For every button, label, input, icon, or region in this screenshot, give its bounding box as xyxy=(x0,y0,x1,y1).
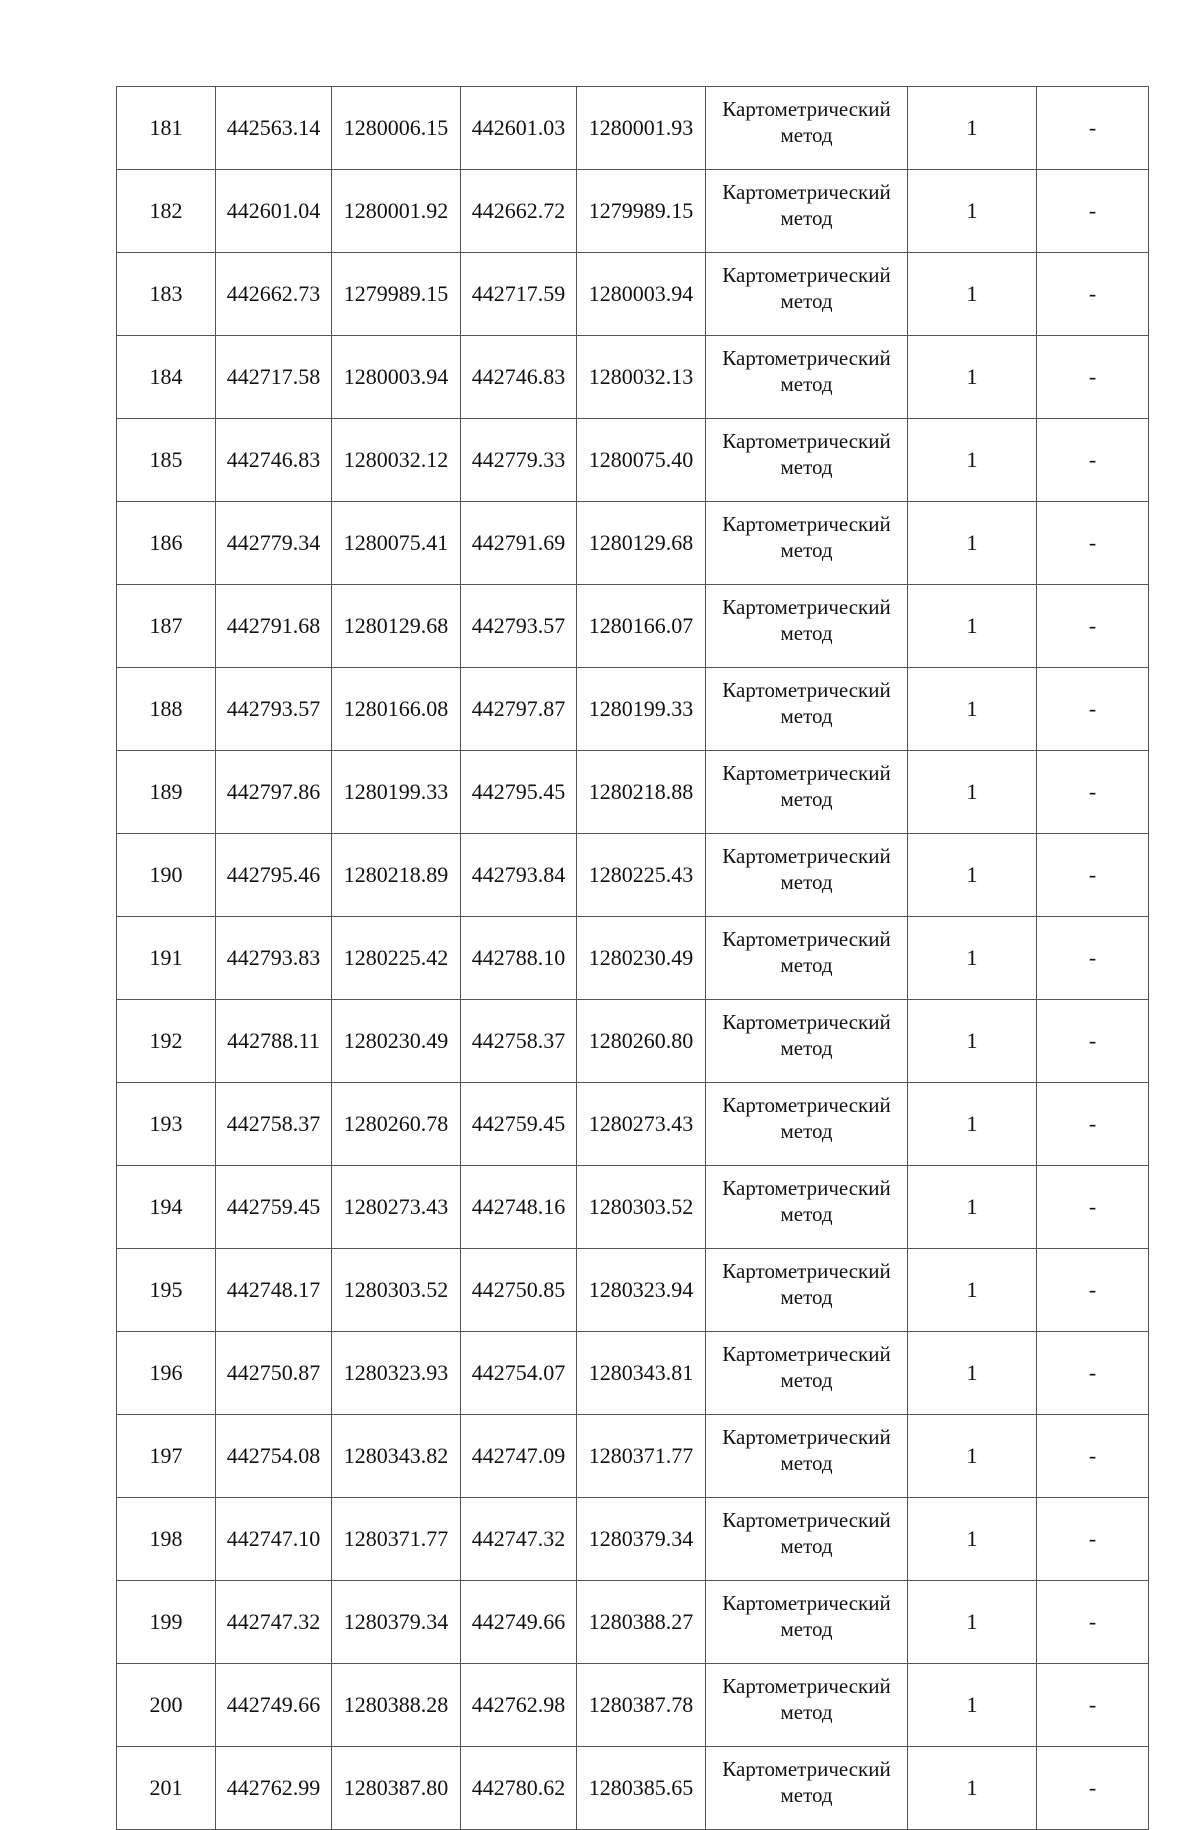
cell-precision: 1 xyxy=(908,668,1037,751)
cell-x-start: 442748.17 xyxy=(216,1249,332,1332)
cell-x-end: 442793.57 xyxy=(461,585,577,668)
cell-y-start: 1280273.43 xyxy=(332,1166,461,1249)
cell-point-number: 184 xyxy=(117,336,216,419)
method-line-2: метод xyxy=(780,455,833,479)
cell-x-start: 442563.14 xyxy=(216,87,332,170)
cell-y-start: 1280379.34 xyxy=(332,1581,461,1664)
cell-y-start: 1280388.28 xyxy=(332,1664,461,1747)
cell-point-number: 201 xyxy=(117,1747,216,1830)
cell-y-end: 1280343.81 xyxy=(577,1332,706,1415)
cell-precision: 1 xyxy=(908,1000,1037,1083)
cell-x-start: 442762.99 xyxy=(216,1747,332,1830)
cell-x-start: 442758.37 xyxy=(216,1083,332,1166)
cell-x-end: 442788.10 xyxy=(461,917,577,1000)
cell-point-number: 195 xyxy=(117,1249,216,1332)
cell-point-number: 200 xyxy=(117,1664,216,1747)
cell-note: - xyxy=(1037,1664,1149,1747)
method-line-1: Картометрический xyxy=(722,429,891,453)
method-line-2: метод xyxy=(780,123,833,147)
method-line-2: метод xyxy=(780,1119,833,1143)
cell-y-start: 1280230.49 xyxy=(332,1000,461,1083)
cell-x-start: 442662.73 xyxy=(216,253,332,336)
method-line-1: Картометрический xyxy=(722,1259,891,1283)
table-row xyxy=(117,585,1149,668)
cell-method xyxy=(706,253,908,336)
method-line-1: Картометрический xyxy=(722,1176,891,1200)
cell-y-start: 1280006.15 xyxy=(332,87,461,170)
cell-method xyxy=(706,336,908,419)
cell-y-end: 1280225.43 xyxy=(577,834,706,917)
cell-y-end: 1280003.94 xyxy=(577,253,706,336)
cell-y-end: 1280032.13 xyxy=(577,336,706,419)
cell-method xyxy=(706,834,908,917)
cell-x-start: 442717.58 xyxy=(216,336,332,419)
cell-note: - xyxy=(1037,336,1149,419)
cell-note: - xyxy=(1037,87,1149,170)
cell-precision: 1 xyxy=(908,253,1037,336)
method-line-2: метод xyxy=(780,1700,833,1724)
method-line-1: Картометрический xyxy=(722,512,891,536)
cell-precision: 1 xyxy=(908,1249,1037,1332)
method-line-1: Картометрический xyxy=(722,1093,891,1117)
cell-y-start: 1280371.77 xyxy=(332,1498,461,1581)
cell-note: - xyxy=(1037,1581,1149,1664)
method-line-2: метод xyxy=(780,372,833,396)
cell-note: - xyxy=(1037,170,1149,253)
method-line-1: Картометрический xyxy=(722,1425,891,1449)
cell-y-start: 1280129.68 xyxy=(332,585,461,668)
table-row xyxy=(117,1332,1149,1415)
table-row xyxy=(117,87,1149,170)
table-row xyxy=(117,1498,1149,1581)
cell-y-start: 1280032.12 xyxy=(332,419,461,502)
cell-x-end: 442759.45 xyxy=(461,1083,577,1166)
coordinates-table xyxy=(116,86,1149,1830)
cell-x-start: 442601.04 xyxy=(216,170,332,253)
cell-y-end: 1280379.34 xyxy=(577,1498,706,1581)
cell-y-end: 1280303.52 xyxy=(577,1166,706,1249)
cell-method xyxy=(706,751,908,834)
cell-note: - xyxy=(1037,419,1149,502)
cell-x-end: 442793.84 xyxy=(461,834,577,917)
method-line-2: метод xyxy=(780,787,833,811)
cell-point-number: 193 xyxy=(117,1083,216,1166)
cell-method xyxy=(706,668,908,751)
cell-x-end: 442747.09 xyxy=(461,1415,577,1498)
cell-method xyxy=(706,1498,908,1581)
method-line-1: Картометрический xyxy=(722,1757,891,1781)
method-line-1: Картометрический xyxy=(722,1508,891,1532)
cell-method xyxy=(706,585,908,668)
table-row xyxy=(117,1581,1149,1664)
method-line-2: метод xyxy=(780,1202,833,1226)
cell-y-start: 1280001.92 xyxy=(332,170,461,253)
cell-point-number: 181 xyxy=(117,87,216,170)
table-row xyxy=(117,1415,1149,1498)
cell-method xyxy=(706,87,908,170)
cell-method xyxy=(706,1083,908,1166)
cell-note: - xyxy=(1037,1747,1149,1830)
cell-note: - xyxy=(1037,502,1149,585)
method-line-1: Картометрический xyxy=(722,1674,891,1698)
cell-y-start: 1280260.78 xyxy=(332,1083,461,1166)
method-line-2: метод xyxy=(780,1285,833,1309)
cell-point-number: 192 xyxy=(117,1000,216,1083)
cell-method xyxy=(706,917,908,1000)
method-line-1: Картометрический xyxy=(722,180,891,204)
cell-precision: 1 xyxy=(908,1581,1037,1664)
cell-note: - xyxy=(1037,585,1149,668)
cell-point-number: 187 xyxy=(117,585,216,668)
cell-precision: 1 xyxy=(908,1083,1037,1166)
method-line-2: метод xyxy=(780,1368,833,1392)
table-row xyxy=(117,1166,1149,1249)
cell-x-end: 442797.87 xyxy=(461,668,577,751)
cell-point-number: 188 xyxy=(117,668,216,751)
cell-y-end: 1280001.93 xyxy=(577,87,706,170)
table-row xyxy=(117,917,1149,1000)
cell-method xyxy=(706,1581,908,1664)
cell-precision: 1 xyxy=(908,170,1037,253)
cell-y-start: 1280075.41 xyxy=(332,502,461,585)
method-line-2: метод xyxy=(780,1783,833,1807)
cell-y-start: 1280199.33 xyxy=(332,751,461,834)
method-line-2: метод xyxy=(780,1036,833,1060)
cell-note: - xyxy=(1037,668,1149,751)
cell-y-end: 1280075.40 xyxy=(577,419,706,502)
cell-precision: 1 xyxy=(908,917,1037,1000)
cell-point-number: 186 xyxy=(117,502,216,585)
cell-x-end: 442762.98 xyxy=(461,1664,577,1747)
method-line-2: метод xyxy=(780,538,833,562)
cell-precision: 1 xyxy=(908,834,1037,917)
method-line-1: Картометрический xyxy=(722,761,891,785)
cell-point-number: 196 xyxy=(117,1332,216,1415)
cell-x-start: 442746.83 xyxy=(216,419,332,502)
cell-x-end: 442750.85 xyxy=(461,1249,577,1332)
cell-point-number: 194 xyxy=(117,1166,216,1249)
cell-x-start: 442754.08 xyxy=(216,1415,332,1498)
cell-point-number: 197 xyxy=(117,1415,216,1498)
cell-note: - xyxy=(1037,751,1149,834)
cell-x-end: 442717.59 xyxy=(461,253,577,336)
cell-precision: 1 xyxy=(908,1498,1037,1581)
cell-y-end: 1280166.07 xyxy=(577,585,706,668)
method-line-2: метод xyxy=(780,1451,833,1475)
method-line-2: метод xyxy=(780,621,833,645)
method-line-1: Картометрический xyxy=(722,1342,891,1366)
cell-x-end: 442795.45 xyxy=(461,751,577,834)
cell-x-start: 442747.10 xyxy=(216,1498,332,1581)
cell-y-end: 1280199.33 xyxy=(577,668,706,751)
table-row xyxy=(117,1747,1149,1830)
cell-x-end: 442758.37 xyxy=(461,1000,577,1083)
method-line-1: Картометрический xyxy=(722,844,891,868)
cell-precision: 1 xyxy=(908,87,1037,170)
cell-x-end: 442601.03 xyxy=(461,87,577,170)
method-line-1: Картометрический xyxy=(722,346,891,370)
cell-x-end: 442754.07 xyxy=(461,1332,577,1415)
cell-precision: 1 xyxy=(908,1664,1037,1747)
method-line-1: Картометрический xyxy=(722,1010,891,1034)
cell-precision: 1 xyxy=(908,502,1037,585)
method-line-2: метод xyxy=(780,704,833,728)
cell-method xyxy=(706,1664,908,1747)
method-line-2: метод xyxy=(780,1534,833,1558)
cell-y-end: 1280129.68 xyxy=(577,502,706,585)
cell-x-end: 442748.16 xyxy=(461,1166,577,1249)
table-row xyxy=(117,253,1149,336)
cell-note: - xyxy=(1037,1166,1149,1249)
cell-y-end: 1280323.94 xyxy=(577,1249,706,1332)
cell-point-number: 185 xyxy=(117,419,216,502)
method-line-1: Картометрический xyxy=(722,927,891,951)
cell-note: - xyxy=(1037,1083,1149,1166)
cell-method xyxy=(706,170,908,253)
cell-y-end: 1280218.88 xyxy=(577,751,706,834)
cell-note: - xyxy=(1037,253,1149,336)
table-row xyxy=(117,751,1149,834)
cell-precision: 1 xyxy=(908,1747,1037,1830)
cell-precision: 1 xyxy=(908,751,1037,834)
cell-note: - xyxy=(1037,917,1149,1000)
method-line-2: метод xyxy=(780,289,833,313)
cell-x-start: 442779.34 xyxy=(216,502,332,585)
cell-method xyxy=(706,1249,908,1332)
cell-y-end: 1280388.27 xyxy=(577,1581,706,1664)
table-row xyxy=(117,1083,1149,1166)
cell-precision: 1 xyxy=(908,336,1037,419)
cell-note: - xyxy=(1037,1249,1149,1332)
cell-y-end: 1280385.65 xyxy=(577,1747,706,1830)
method-line-2: метод xyxy=(780,953,833,977)
cell-x-start: 442793.57 xyxy=(216,668,332,751)
method-line-2: метод xyxy=(780,1617,833,1641)
cell-y-end: 1280260.80 xyxy=(577,1000,706,1083)
cell-point-number: 190 xyxy=(117,834,216,917)
cell-y-start: 1279989.15 xyxy=(332,253,461,336)
method-line-2: метод xyxy=(780,206,833,230)
cell-x-start: 442747.32 xyxy=(216,1581,332,1664)
cell-point-number: 191 xyxy=(117,917,216,1000)
cell-x-end: 442747.32 xyxy=(461,1498,577,1581)
cell-method xyxy=(706,1000,908,1083)
cell-y-start: 1280387.80 xyxy=(332,1747,461,1830)
method-line-1: Картометрический xyxy=(722,97,891,121)
cell-y-end: 1279989.15 xyxy=(577,170,706,253)
cell-x-end: 442779.33 xyxy=(461,419,577,502)
cell-point-number: 182 xyxy=(117,170,216,253)
cell-y-start: 1280323.93 xyxy=(332,1332,461,1415)
cell-x-start: 442750.87 xyxy=(216,1332,332,1415)
cell-method xyxy=(706,1747,908,1830)
method-line-1: Картометрический xyxy=(722,595,891,619)
table-row xyxy=(117,336,1149,419)
cell-x-end: 442791.69 xyxy=(461,502,577,585)
method-line-1: Картометрический xyxy=(722,1591,891,1615)
cell-y-end: 1280273.43 xyxy=(577,1083,706,1166)
cell-x-end: 442662.72 xyxy=(461,170,577,253)
cell-x-end: 442749.66 xyxy=(461,1581,577,1664)
cell-note: - xyxy=(1037,1498,1149,1581)
table-row xyxy=(117,834,1149,917)
cell-y-end: 1280387.78 xyxy=(577,1664,706,1747)
method-line-2: метод xyxy=(780,870,833,894)
cell-point-number: 199 xyxy=(117,1581,216,1664)
cell-x-start: 442793.83 xyxy=(216,917,332,1000)
cell-point-number: 198 xyxy=(117,1498,216,1581)
table-row xyxy=(117,668,1149,751)
cell-point-number: 183 xyxy=(117,253,216,336)
table-row xyxy=(117,419,1149,502)
table-row xyxy=(117,170,1149,253)
cell-y-end: 1280371.77 xyxy=(577,1415,706,1498)
table-row xyxy=(117,502,1149,585)
cell-x-start: 442791.68 xyxy=(216,585,332,668)
cell-precision: 1 xyxy=(908,419,1037,502)
cell-x-end: 442780.62 xyxy=(461,1747,577,1830)
cell-y-start: 1280343.82 xyxy=(332,1415,461,1498)
cell-method xyxy=(706,419,908,502)
table-row xyxy=(117,1249,1149,1332)
method-line-1: Картометрический xyxy=(722,263,891,287)
table-row xyxy=(117,1664,1149,1747)
cell-x-start: 442788.11 xyxy=(216,1000,332,1083)
cell-note: - xyxy=(1037,1000,1149,1083)
cell-y-end: 1280230.49 xyxy=(577,917,706,1000)
cell-precision: 1 xyxy=(908,1166,1037,1249)
method-line-1: Картометрический xyxy=(722,678,891,702)
cell-method xyxy=(706,1415,908,1498)
cell-x-start: 442759.45 xyxy=(216,1166,332,1249)
table-row xyxy=(117,1000,1149,1083)
cell-note: - xyxy=(1037,1415,1149,1498)
cell-x-start: 442749.66 xyxy=(216,1664,332,1747)
cell-y-start: 1280218.89 xyxy=(332,834,461,917)
cell-note: - xyxy=(1037,834,1149,917)
cell-y-start: 1280303.52 xyxy=(332,1249,461,1332)
cell-x-start: 442797.86 xyxy=(216,751,332,834)
cell-precision: 1 xyxy=(908,585,1037,668)
cell-y-start: 1280225.42 xyxy=(332,917,461,1000)
cell-method xyxy=(706,502,908,585)
cell-x-start: 442795.46 xyxy=(216,834,332,917)
cell-y-start: 1280003.94 xyxy=(332,336,461,419)
table-body xyxy=(117,87,1149,1830)
cell-precision: 1 xyxy=(908,1415,1037,1498)
cell-method xyxy=(706,1332,908,1415)
cell-note: - xyxy=(1037,1332,1149,1415)
cell-point-number: 189 xyxy=(117,751,216,834)
cell-method xyxy=(706,1166,908,1249)
cell-y-start: 1280166.08 xyxy=(332,668,461,751)
cell-precision: 1 xyxy=(908,1332,1037,1415)
cell-x-end: 442746.83 xyxy=(461,336,577,419)
